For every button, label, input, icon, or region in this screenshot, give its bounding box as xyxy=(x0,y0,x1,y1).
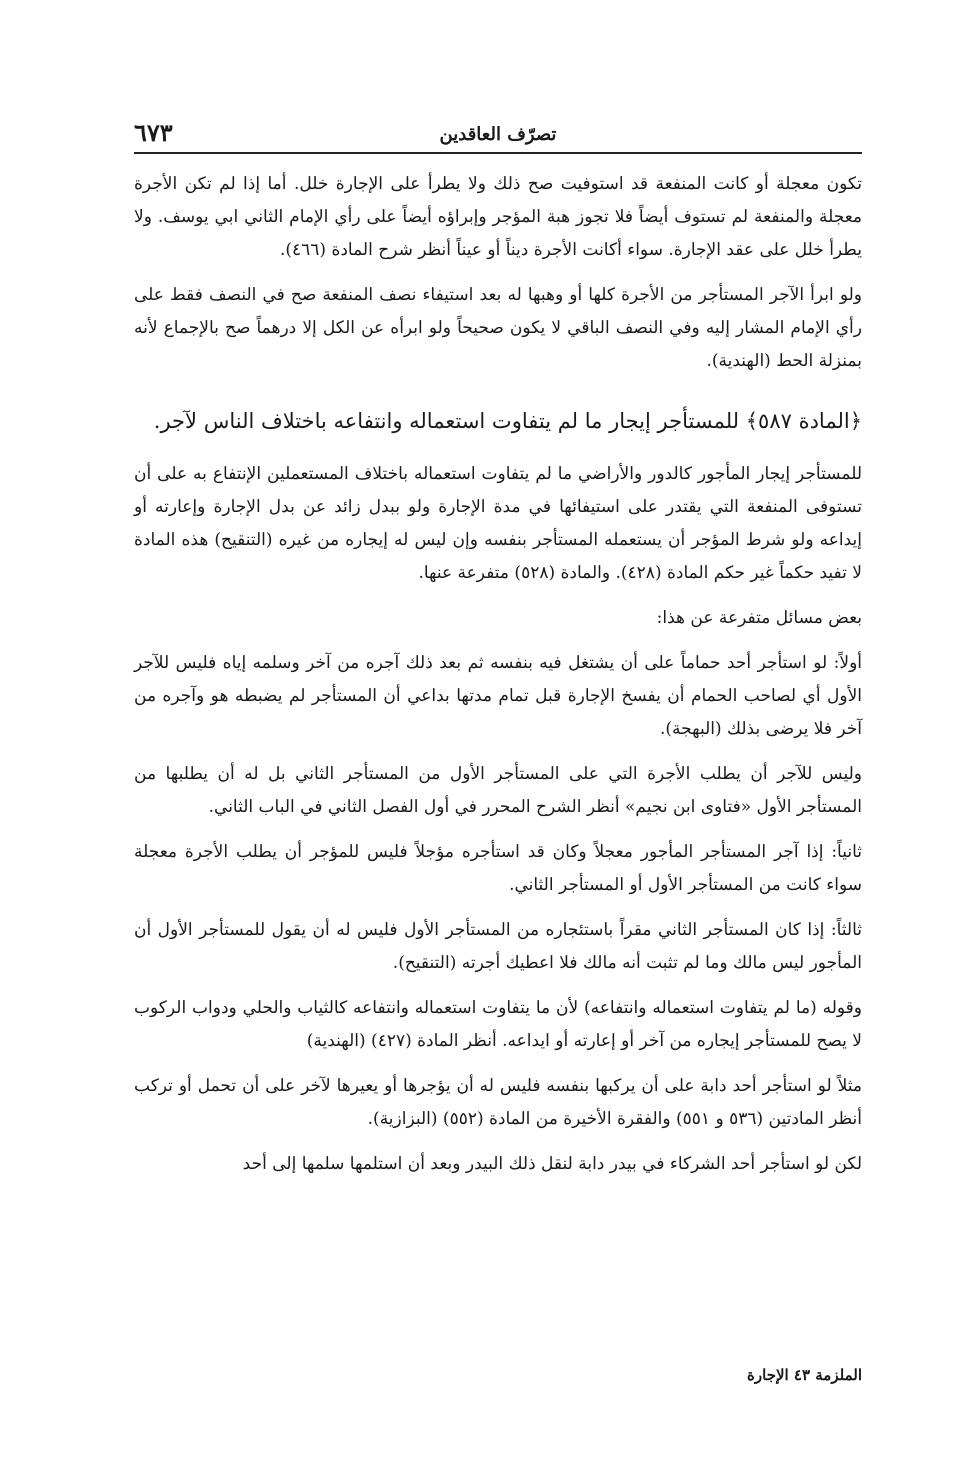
paragraph: بعض مسائل متفرعة عن هذا: xyxy=(656,608,862,628)
header-rule xyxy=(134,152,862,154)
paragraph: مثلاً لو استأجر أحد دابة على أن يركبها بنفسه فليس له أن يؤجرها أو يعيرها لآخر على أن تحمل أو تركب أنظر المادتين (٥٣٦ و ٥٥١) والفقرة الأخيرة من المادة (٥٥٢) (البزازية). xyxy=(134,1076,862,1129)
paragraph: ثالثاً: إذا كان المستأجر الثاني مقراً باستئجاره من المستأجر الأول فليس له أن يقول للمستأجر الأول أن المأجور ليس مالك وما لم تثبت أنه مالك فلا اعطيك أجرته (التنقيح). xyxy=(134,920,862,973)
signature-line: الملزمة ٤٣ الإجارة xyxy=(747,1366,862,1384)
paragraph: وقوله (ما لم يتفاوت استعماله وانتفاعه) لأن ما يتفاوت استعماله وانتفاعه كالثياب والحلي ودواب الركوب لا يصح للمستأجر إيجاره من آخر أو إعارته أو ايداعه. أنظر المادة (٤٢٧) (الهندية) xyxy=(134,998,862,1051)
paragraph: ثانياً: إذا آجر المستأجر المأجور معجلاً وكان قد استأجره مؤجلاً فليس للمؤجر أن يطلب الأجرة معجلة سواء كانت من المستأجر الأول أو المستأجر الثاني. xyxy=(134,842,862,895)
page xyxy=(134,110,862,1174)
paragraph: ولو ابرأ الآجر المستأجر من الأجرة كلها أو وهبها له بعد استيفاء نصف المنفعة صح في النصف فقط على رأي الإمام المشار إليه وفي النصف الباقي لا يكون صحيحاً ولو ابرأه عن الكل إلا درهماً صح بالإجماع لأنه بمنزلة الحط (الهندية). xyxy=(134,285,862,371)
page-header xyxy=(134,110,862,150)
page-body xyxy=(134,168,862,1193)
page-number: ٦٧٣ xyxy=(134,118,173,147)
paragraph: تكون معجلة أو كانت المنفعة قد استوفيت صح ذلك ولا يطرأ على الإجارة خلل. أما إذا لم تكن الأجرة معجلة والمنفعة لم تستوف أيضاً فلا تجوز هبة المؤجر وإبراؤه أيضاً على رأي الإمام الثاني ابي يوسف. ولا يطرأ خلل على عقد الإجارة. سواء أكانت الأجرة ديناً أو عيناً أنظر شرح المادة (٤٦٦). xyxy=(134,174,862,260)
paragraph: أولاً: لو استأجر أحد حماماً على أن يشتغل فيه بنفسه ثم بعد ذلك آجره من آخر وسلمه إياه فليس للآجر الأول أي لصاحب الحمام أن يفسخ الإجارة قبل تمام مدتها بداعي أن المستأجر لم يضبطه هو وآجره من آخر فلا يرضى بذلك (البهجة). xyxy=(134,653,862,739)
paragraph: للمستأجر إيجار المأجور كالدور والأراضي ما لم يتفاوت استعماله باختلاف المستعملين الإنتفاع به على أن تستوفى المنفعة التي يقتدر على استيفائها في مدة الإجارة ولو ببدل زائد عن بدل الإجارة وإعارته أو إيداعه ولو شرط المؤجر أن يستعمله المستأجر بنفسه وإن ليس له إيجاره من غيره (التنقيح) هذه المادة لا تفيد حكماً غير حكم المادة (٤٢٨). والمادة (٥٢٨) متفرعة عنها. xyxy=(134,464,862,583)
running-title: تصرّف العاقدين xyxy=(439,124,557,145)
article-heading: ﴿المادة ٥٨٧﴾ للمستأجر إيجار ما لم يتفاوت استعماله وانتفاعه باختلاف الناس لآجر. xyxy=(153,409,862,433)
paragraph: لكن لو استأجر أحد الشركاء في بيدر دابة لنقل ذلك البيدر وبعد أن استلمها سلمها إلى أحد xyxy=(242,1154,862,1174)
paragraph: وليس للآجر أن يطلب الأجرة التي على المستأجر الأول من المستأجر الثاني بل له أن يطلبها من المستأجر الأول «فتاوى ابن نجيم» أنظر الشرح المحرر في أول الفصل الثاني في الباب الثاني. xyxy=(134,764,862,817)
